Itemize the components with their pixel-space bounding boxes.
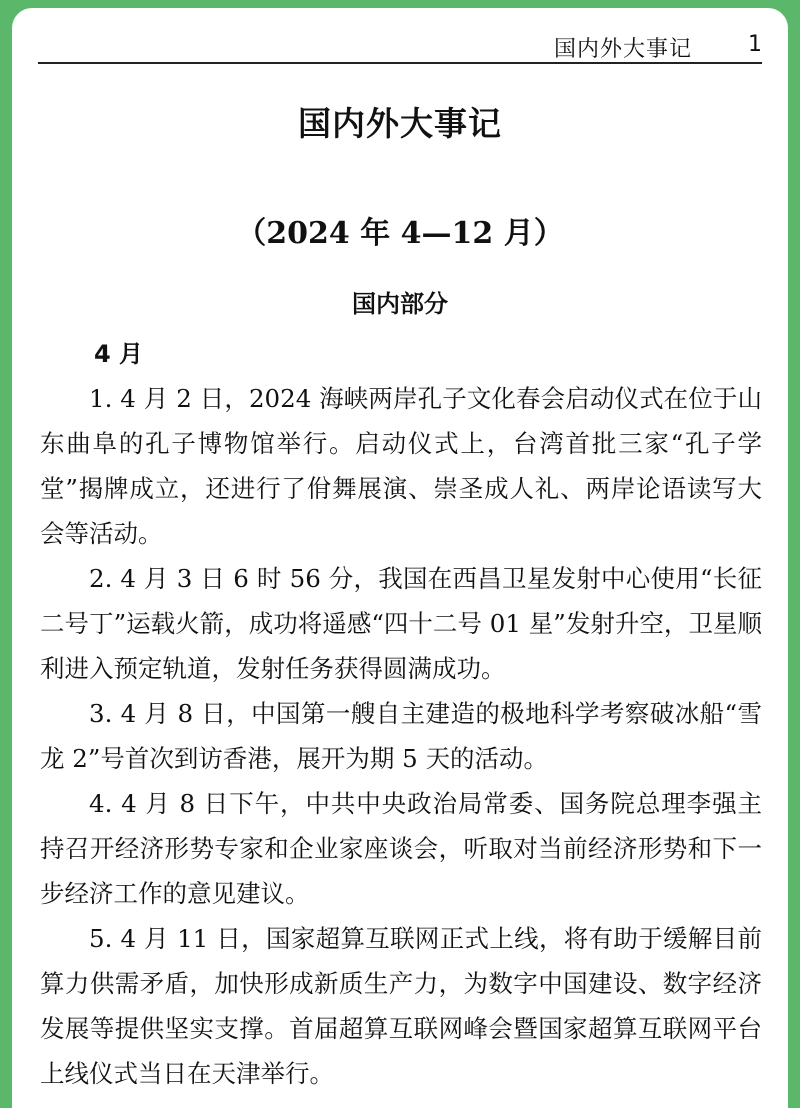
- entry-item: 1. 4 月 2 日，2024 海峡两岸孔子文化春会启动仪式在位于山东曲阜的孔子博物馆举行。启动仪式上，台湾首批三家“孔子学堂”揭牌成立，还进行了佾舞展演、崇圣成人礼、两岸论语读写大会等活动。: [40, 384, 762, 548]
- entry-item: 3. 4 月 8 日，中国第一艘自主建造的极地科学考察破冰船“雪龙 2”号首次到访香港，展开为期 5 天的活动。: [40, 699, 762, 773]
- month-heading: 4 月: [94, 340, 144, 368]
- entry-item: 2. 4 月 3 日 6 时 56 分，我国在西昌卫星发射中心使用“长征二号丁”运载火箭，成功将遥感“四十二号 01 星”发射升空，卫星顺利进入预定轨道，发射任务获得圆满成功。: [40, 564, 762, 683]
- entry-list: [40, 376, 762, 1096]
- document-page: [12, 8, 788, 1108]
- section-heading: 国内部分: [352, 290, 448, 318]
- entry-item: 5. 4 月 11 日，国家超算互联网正式上线，将有助于缓解目前算力供需矛盾，加快形成新质生产力，为数字中国建设、数字经济发展等提供坚实支撑。首届超算互联网峰会暨国家超算互联网平台上线仪式当日在天津举行。: [40, 924, 762, 1088]
- page-title: 国内外大事记: [298, 104, 502, 143]
- page-subtitle: （2024 年 4—12 月）: [236, 216, 564, 251]
- page-number: 1: [748, 32, 762, 57]
- entry-item: 4. 4 月 8 日下午，中共中央政治局常委、国务院总理李强主持召开经济形势专家和企业家座谈会，听取对当前经济形势和下一步经济工作的意见建议。: [40, 789, 762, 908]
- running-header: [38, 22, 762, 64]
- running-header-title: 国内外大事记: [553, 37, 692, 62]
